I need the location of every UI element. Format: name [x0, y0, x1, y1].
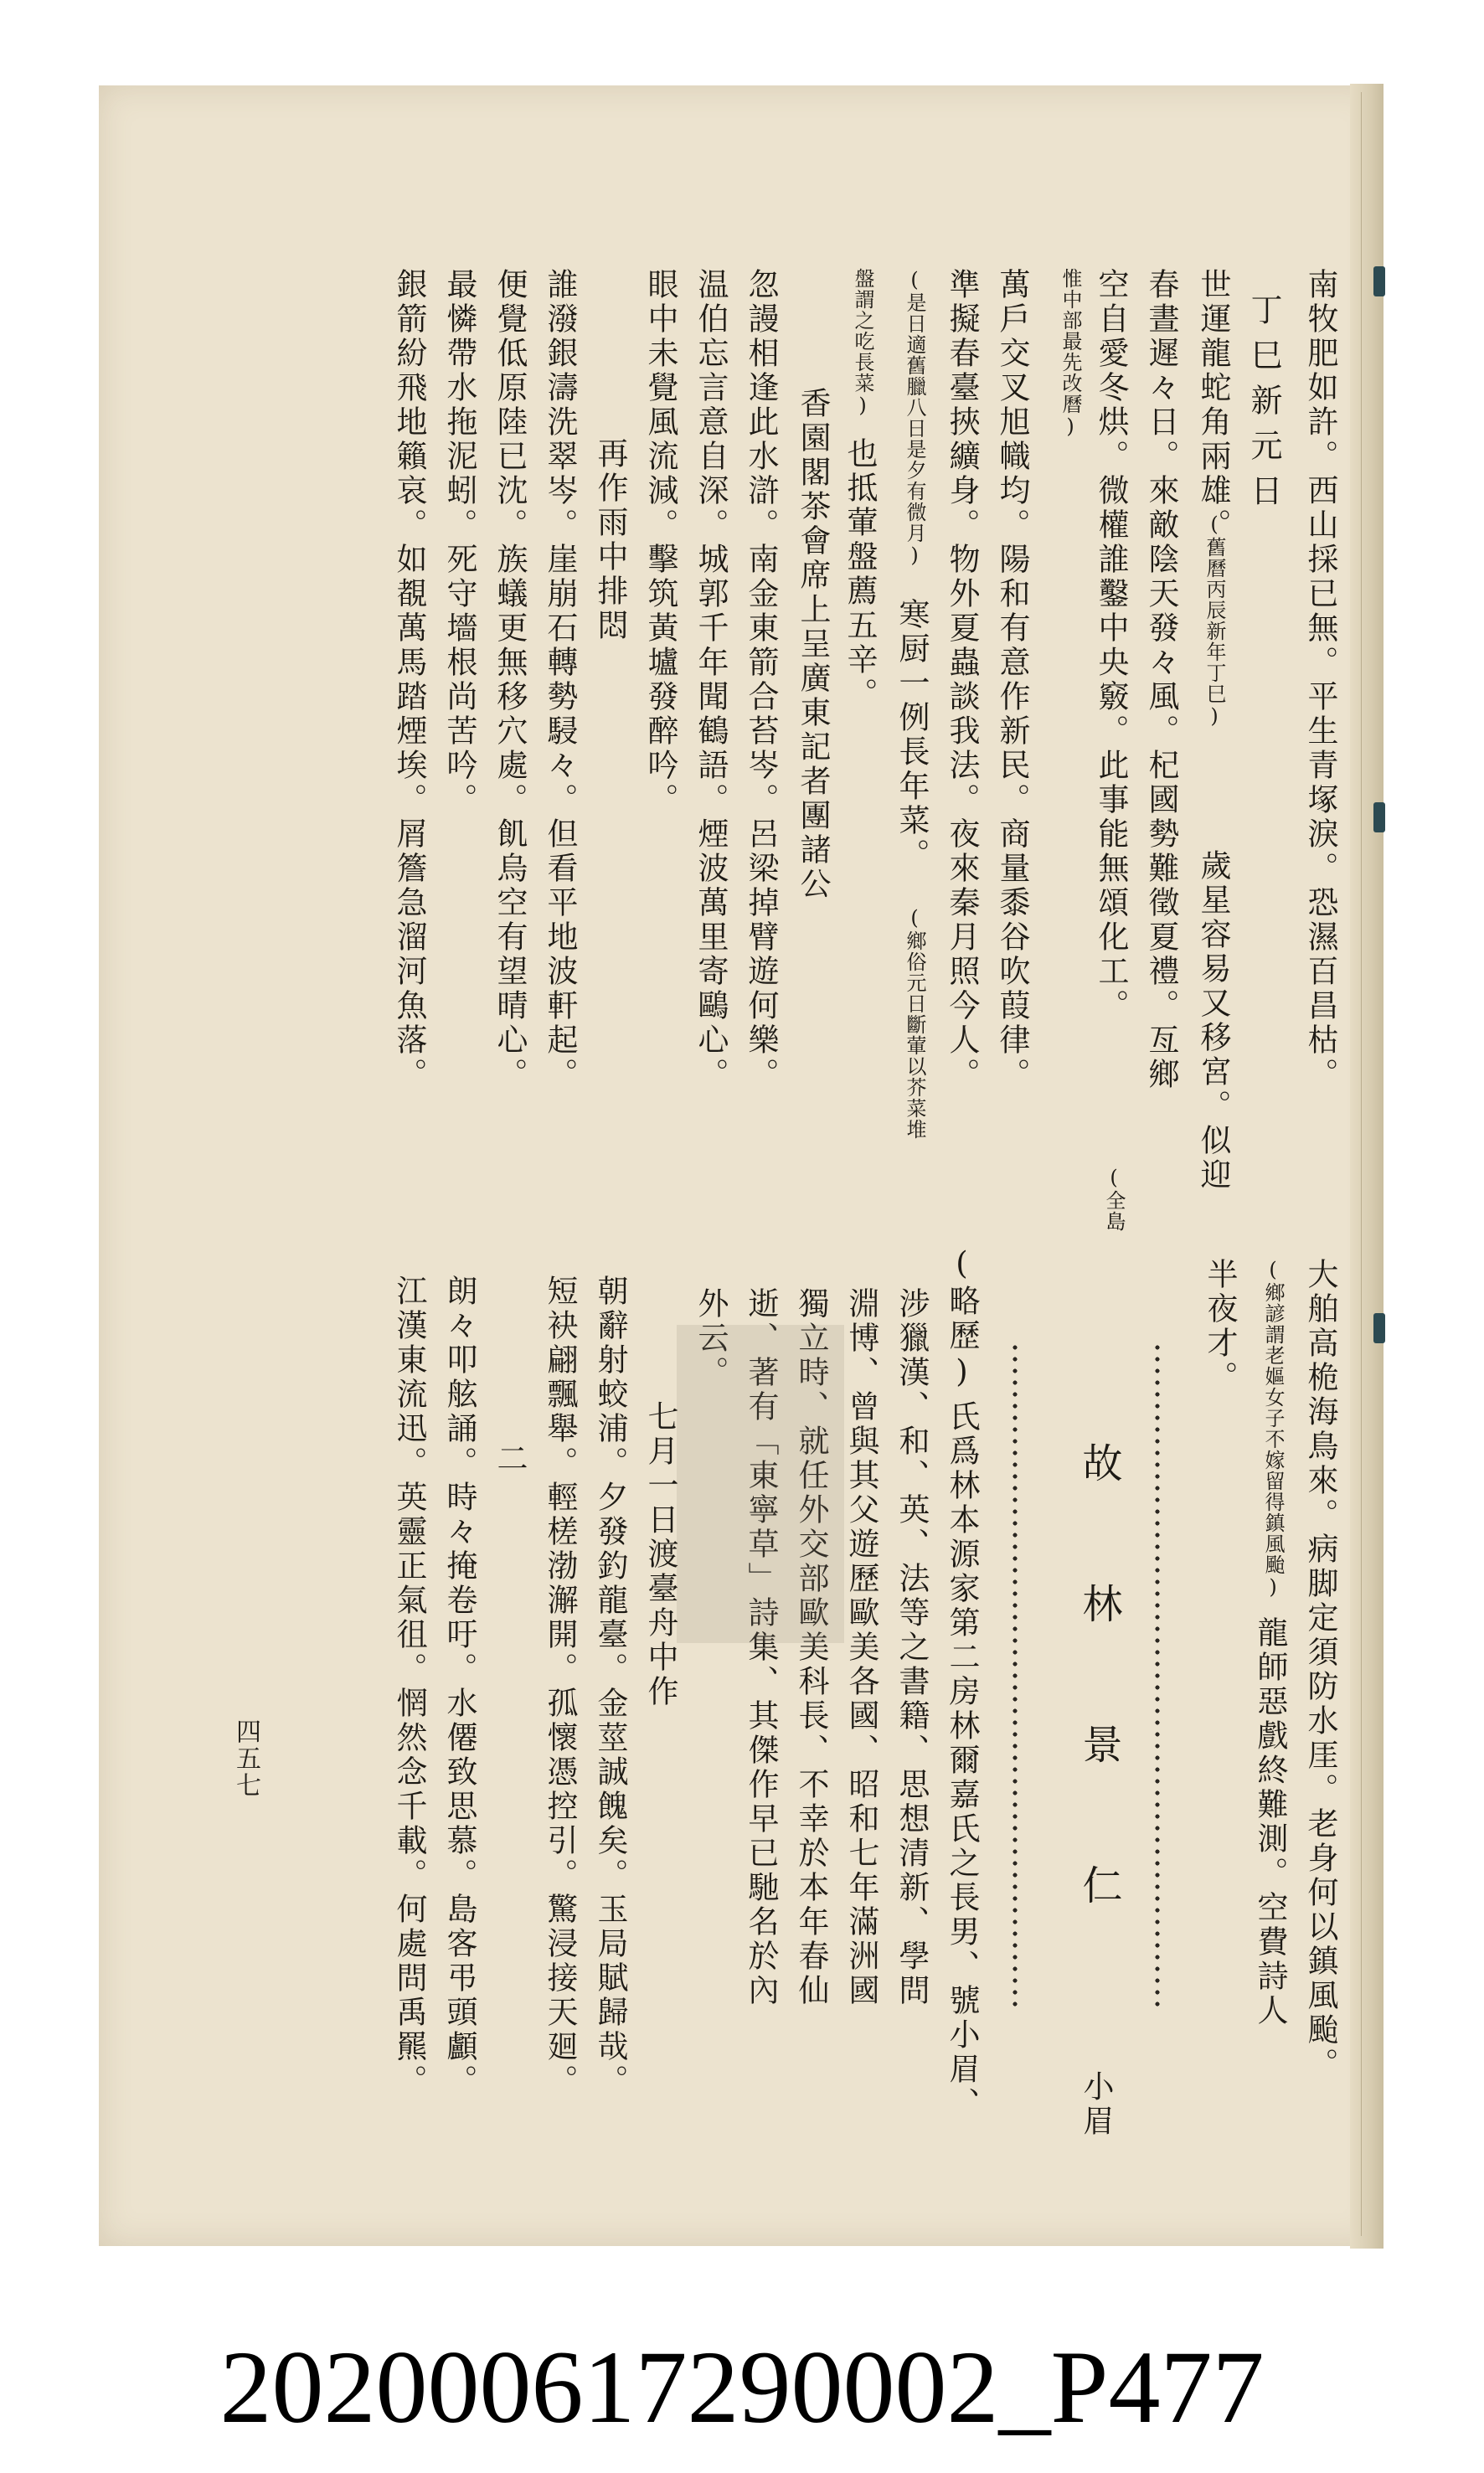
- image-id-caption: 202000617290002_P477: [219, 2330, 1265, 2445]
- text-column: 朗々叩舷誦。時々掩卷吁。水僊致思慕。島客弔頭顱。: [441, 1275, 477, 2099]
- text-column: 半夜才。: [1202, 1258, 1238, 1395]
- text-column: 準擬春臺挾纊身。物外夏蟲談我法。夜來秦月照今人。: [944, 268, 980, 1092]
- biography-text: 逝、著有「東寧草」詩集、其傑作早已馳名於內: [743, 1287, 779, 2008]
- poem-title: 丁巳新元日: [1245, 293, 1282, 519]
- poem-title: 香園閣茶會席上呈廣東記者團諸公: [795, 387, 831, 902]
- ornament-border: [1154, 1342, 1161, 2012]
- annotation: (是日適舊臘八日是夕有微月): [903, 268, 926, 568]
- annotation: 惟中部最先改曆): [1059, 268, 1082, 439]
- text-column: 短袂翩飄舉。輕槎渤澥開。孤懷憑控引。驚浸接天廻。: [542, 1275, 578, 2099]
- book-page: [99, 85, 1380, 2246]
- annotation: (鄉諺謂老嫗女子不嫁留得鎮風颱): [1261, 1258, 1285, 1600]
- biography-text: 涉獵漢、和、英、法等之書籍、思想清新、學問: [894, 1287, 930, 2008]
- text-column: 龍師惡戲終難測。空費詩人: [1252, 1616, 1288, 2028]
- biography-text: 外云。: [693, 1287, 729, 1390]
- text-column: 江漢東流迅。英靈正氣徂。惘然念千載。何處問禹羆。: [391, 1275, 427, 2099]
- text-column: 朝辭射蛟浦。夕發釣龍臺。金莖誠餽矣。玉局賦歸哉。: [592, 1275, 628, 2099]
- text-column: 忽謾相逢此水滸。南金東箭合苔岑。呂梁掉臂遊何樂。: [743, 268, 779, 1092]
- poem-number: 二: [492, 1442, 528, 1476]
- text-column: 空自愛冬烘。微權誰鑿中央竅。此事能無頌化工。: [1093, 268, 1129, 1023]
- page-number: 四五七: [231, 1718, 260, 1799]
- text-column: 世運龍蛇角兩雄。: [1195, 268, 1231, 543]
- text-column: 也抵葷盤薦五辛。: [842, 437, 878, 712]
- text-column: 大舶高桅海鳥來。病脚定須防水厓。老身何以鎮風颱。: [1302, 1258, 1338, 2082]
- text-column: 温伯忘言意自深。城郭千年聞鶴語。煙波萬里寄鷗心。: [693, 268, 729, 1092]
- author-alias: 小眉: [1078, 2070, 1114, 2139]
- poem-title: 七月一日渡臺舟中作: [642, 1400, 678, 1709]
- ornament-border: [1012, 1342, 1018, 2012]
- annotation: (鄉俗元日斷葷以芥菜堆: [903, 906, 926, 1140]
- text-column: 便覺低原陸已沈。族蟻更無移穴處。飢烏空有望晴心。: [492, 268, 528, 1092]
- text-column: 春晝遲々日。來敵陰天發々風。杞國勢難徵夏禮。亙鄉: [1143, 268, 1179, 1092]
- annotation: (舊曆丙辰新年丁巳): [1203, 513, 1226, 729]
- biography-text: 氏爲林本源家第二房林爾嘉氏之長男、號小眉、: [944, 1400, 980, 2121]
- text-column: 寒厨一例長年菜。: [894, 598, 930, 873]
- biography-text: 淵博、曾與其父遊歷歐美各國、昭和七年滿洲國: [843, 1287, 879, 2008]
- text-column: 眼中未覺風流減。擊筑黃壚發醉吟。: [642, 268, 678, 817]
- text-column: 萬戶交叉旭幟均。陽和有意作新民。商量黍谷吹葭律。: [994, 268, 1030, 1092]
- text-column: 南牧肥如許。西山採已無。平生青塚淚。恐濕百昌枯。: [1302, 268, 1338, 1092]
- photo-shadow: [677, 1325, 844, 1643]
- biography-text: 獨立時、就任外交部歐美科長、不幸於本年春仙: [793, 1287, 829, 2008]
- text-column: 歲星容易又移宮。似迎: [1195, 849, 1231, 1193]
- poem-title: 再作雨中排悶: [592, 437, 628, 643]
- text-column: 誰潑銀濤洗翠岑。崖崩石轉勢駸々。但看平地波軒起。: [542, 268, 578, 1092]
- annotation: 盤謂之吃長菜): [851, 268, 874, 418]
- biography-label: (略歷): [944, 1245, 980, 1393]
- annotation: (全島: [1102, 1166, 1126, 1232]
- author-name: 故林景仁: [1075, 1442, 1122, 2005]
- text-column: 最憐帶水拖泥蚓。死守墻根尚苦吟。: [441, 268, 477, 817]
- text-column: 銀箭紛飛地籟哀。如覩萬馬踏煙埃。屑簷急溜河魚落。: [391, 268, 427, 1092]
